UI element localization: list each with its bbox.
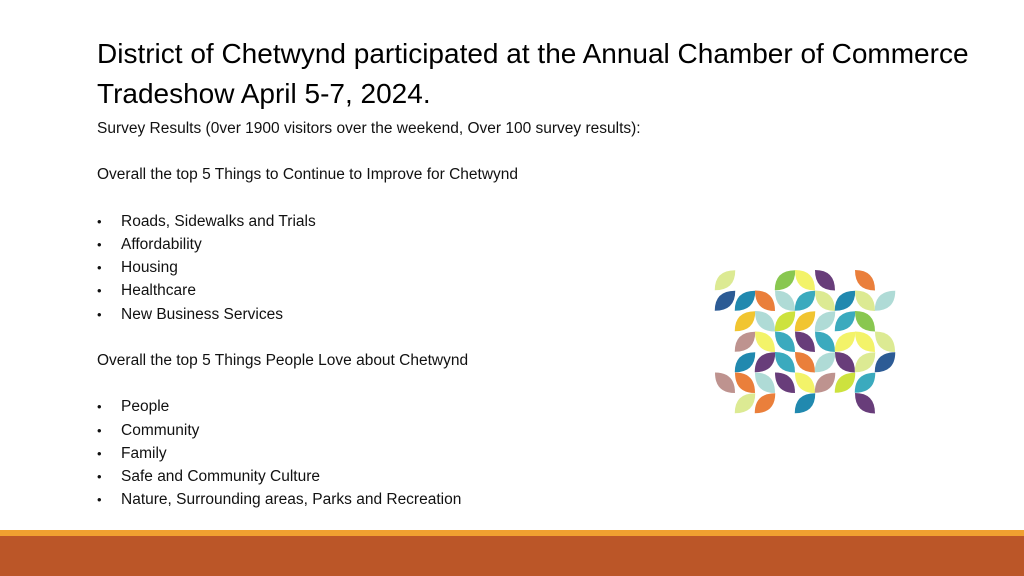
decorative-leaf-mosaic bbox=[710, 268, 900, 414]
leaf-shape bbox=[815, 352, 836, 372]
improve-list bbox=[97, 210, 737, 326]
leaf-shape bbox=[875, 291, 896, 311]
leaf-shape bbox=[815, 270, 835, 291]
love-list bbox=[97, 395, 737, 511]
leaf-shape bbox=[735, 352, 756, 372]
spacer bbox=[97, 140, 737, 163]
leaf-shape bbox=[715, 373, 735, 394]
leaf-shape bbox=[755, 393, 776, 413]
list-item: • New Business Services bbox=[97, 303, 737, 326]
leaf-shape bbox=[855, 291, 875, 312]
leaf-shape bbox=[855, 393, 875, 414]
spacer bbox=[97, 326, 737, 349]
leaf-shape bbox=[795, 393, 816, 413]
leaf-shape bbox=[775, 373, 795, 394]
slide-body bbox=[97, 117, 737, 511]
list-item: • Nature, Surrounding areas, Parks and Recreation bbox=[97, 488, 737, 511]
leaf-shape bbox=[795, 373, 815, 394]
leaf-shape bbox=[795, 352, 815, 373]
leaf-shape bbox=[815, 373, 836, 393]
leaf-shape bbox=[775, 270, 796, 290]
leaf-shape bbox=[835, 352, 855, 373]
leaf-shape bbox=[775, 332, 795, 353]
list-item: • Affordability bbox=[97, 233, 737, 256]
leaf-shape bbox=[875, 332, 895, 353]
leaf-shape bbox=[735, 373, 755, 394]
leaf-shape bbox=[715, 270, 736, 290]
leaf-shape bbox=[775, 291, 795, 312]
leaf-shape bbox=[735, 291, 756, 311]
spacer bbox=[97, 372, 737, 395]
slide-title: District of Chetwynd participated at the Annual Chamber of Commerce Tradeshow April 5-7, 2024. bbox=[97, 38, 969, 109]
leaf-shape bbox=[855, 373, 876, 393]
leaf-shape bbox=[835, 332, 856, 352]
leaf-shape bbox=[755, 332, 775, 353]
leaf-shape bbox=[755, 291, 775, 312]
leaf-shape bbox=[775, 311, 796, 331]
leaf-shape bbox=[755, 352, 776, 372]
leaf-shape bbox=[735, 311, 756, 331]
leaf-shape bbox=[795, 270, 815, 291]
leaf-shape bbox=[855, 311, 875, 332]
list-item: • Housing bbox=[97, 256, 737, 279]
leaf-shape bbox=[855, 332, 875, 353]
leaf-shape bbox=[715, 291, 736, 311]
leaf-shape bbox=[775, 352, 795, 373]
leaf-shape bbox=[795, 311, 816, 331]
leaf-shape bbox=[815, 311, 836, 331]
leaf-shape bbox=[835, 291, 856, 311]
spacer bbox=[97, 187, 737, 210]
leaf-shape bbox=[815, 291, 835, 312]
list-item: • Safe and Community Culture bbox=[97, 465, 737, 488]
list-item: • Community bbox=[97, 419, 737, 442]
footer-bar bbox=[0, 536, 1024, 576]
leaf-shape bbox=[735, 332, 756, 352]
leaf-shape bbox=[755, 311, 775, 332]
leaf-shape bbox=[835, 373, 856, 393]
love-heading: Overall the top 5 Things People Love about Chetwynd bbox=[97, 351, 469, 369]
leaf-shape bbox=[835, 311, 856, 331]
leaf-shape bbox=[815, 332, 835, 353]
leaf-shape bbox=[755, 373, 775, 394]
survey-subtitle: Survey Results (0ver 1900 visitors over the weekend, Over 100 survey results): bbox=[97, 120, 641, 137]
list-item: • Roads, Sidewalks and Trials bbox=[97, 210, 737, 233]
leaf-shape bbox=[875, 352, 896, 372]
leaf-shape bbox=[795, 332, 815, 353]
improve-heading: Overall the top 5 Things to Continue to Improve for Chetwynd bbox=[97, 166, 519, 184]
leaf-shape bbox=[795, 291, 816, 311]
list-item: • Healthcare bbox=[97, 279, 737, 302]
leaf-shape bbox=[735, 393, 756, 413]
leaf-shape bbox=[855, 270, 875, 291]
leaf-shape bbox=[855, 352, 876, 372]
list-item: • People bbox=[97, 395, 737, 418]
list-item: • Family bbox=[97, 442, 737, 465]
